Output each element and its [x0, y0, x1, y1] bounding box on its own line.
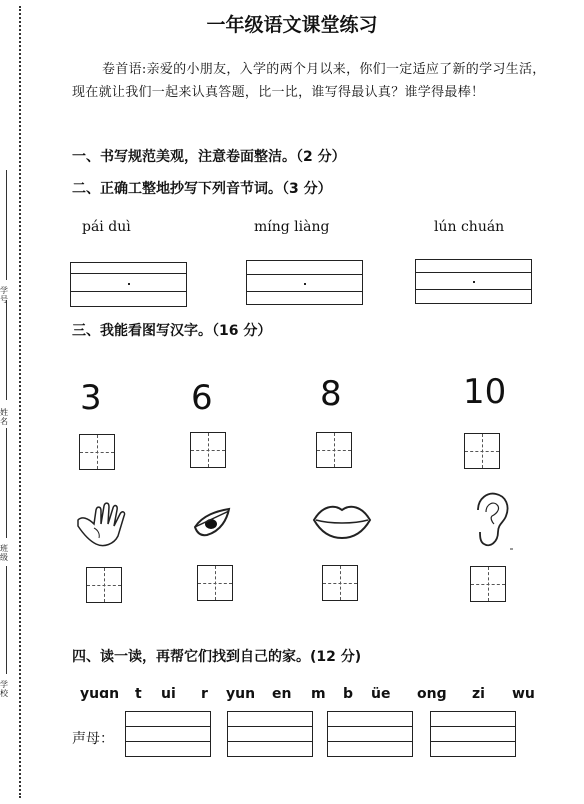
pinyin-word-3: lún chuán — [434, 219, 505, 235]
class-blank-line — [6, 566, 7, 674]
school-label: 学校 — [0, 680, 8, 698]
syllable-item: r — [201, 686, 208, 702]
binding-dotted-line — [19, 6, 21, 798]
pinyin-writing-box-3[interactable] — [415, 259, 532, 304]
mouth-icon — [312, 500, 372, 540]
hanzi-grid-ear[interactable] — [470, 566, 506, 602]
name-label: 姓名 — [0, 408, 8, 426]
name-blank-line-top — [6, 300, 7, 400]
name-blank-line — [6, 428, 7, 538]
section-4-heading: 四、读一读，再帮它们找到自己的家。(12 分) — [72, 649, 362, 665]
hanzi-grid-3[interactable] — [79, 434, 115, 470]
hanzi-grid-8[interactable] — [316, 432, 352, 468]
eye-icon — [193, 505, 233, 539]
section-1-heading: 一、书写规范美观，注意卷面整洁。（2 分） — [72, 149, 346, 165]
hanzi-grid-hand[interactable] — [86, 567, 122, 603]
numeral-3: 3 — [80, 378, 102, 418]
page-title: 一年级语文课堂练习 — [206, 14, 378, 36]
syllable-item: b — [343, 686, 354, 702]
syllable-item: en — [272, 686, 292, 702]
syllable-item: yun — [226, 686, 256, 702]
syllable-item: m — [311, 686, 326, 702]
syllable-item: ui — [161, 686, 176, 702]
shengmu-label: 声母： — [72, 731, 114, 747]
numeral-6: 6 — [191, 378, 213, 418]
class-label: 班级 — [0, 544, 8, 562]
numeral-10: 10 — [463, 372, 507, 412]
syllable-item: onɡ — [417, 686, 447, 702]
syllable-item: yuɑn — [80, 686, 120, 702]
student-id-blank-line — [6, 170, 7, 280]
shengmu-answer-box-2[interactable] — [227, 711, 313, 757]
ear-icon — [470, 490, 516, 552]
hanzi-grid-mouth[interactable] — [322, 565, 358, 601]
hanzi-grid-10[interactable] — [464, 433, 500, 469]
shengmu-answer-box-4[interactable] — [430, 711, 516, 757]
syllable-item: zi — [472, 686, 485, 702]
hand-icon — [74, 500, 134, 550]
pinyin-writing-box-2[interactable] — [246, 260, 363, 305]
section-2-heading: 二、正确工整地抄写下列音节词。（3 分） — [72, 181, 332, 197]
pinyin-word-2: míng liàng — [254, 219, 330, 235]
pinyin-word-1: pái duì — [82, 219, 131, 235]
hanzi-grid-6[interactable] — [190, 432, 226, 468]
syllable-item: üe — [371, 686, 391, 702]
shengmu-answer-box-3[interactable] — [327, 711, 413, 757]
syllable-item: wu — [512, 686, 535, 702]
hanzi-grid-eye[interactable] — [197, 565, 233, 601]
pinyin-writing-box-1[interactable] — [70, 262, 187, 307]
syllable-item: t — [135, 686, 142, 702]
student-id-label: 学号 — [0, 286, 8, 304]
intro-paragraph: 卷首语:亲爱的小朋友，入学的两个月以来，你们一定适应了新的学习生活，现在就让我们一起来认真答题，比一比，谁写得最认真？谁学得最棒！ — [72, 62, 546, 100]
numeral-8: 8 — [320, 374, 342, 414]
section-3-heading: 三、我能看图写汉字。（16 分） — [72, 323, 272, 339]
shengmu-answer-box-1[interactable] — [125, 711, 211, 757]
